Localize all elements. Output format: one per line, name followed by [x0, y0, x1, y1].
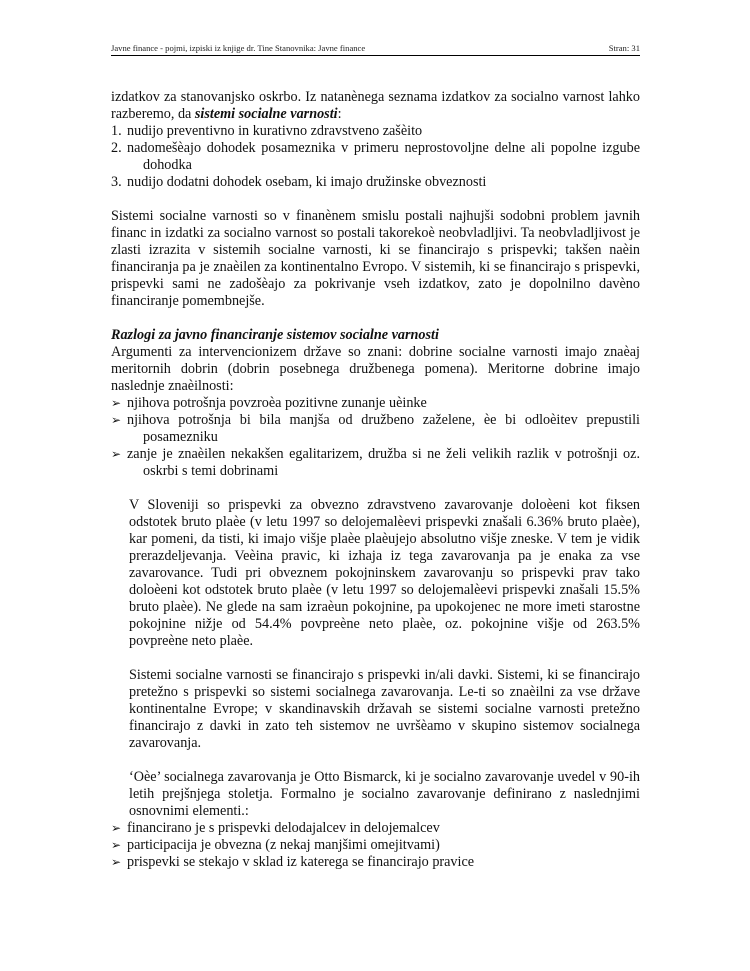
arrow-bullet-icon: ➢: [111, 447, 122, 461]
bullet-list: [111, 820, 640, 871]
paragraph: ‘Oèe’ socialnega zavarovanja je Otto Bismarck, ki je socialno zavarovanje uvedel v 90-ih letih prejšnjega stoletja. Formalno je socialno zavarovanje definirano z naslednjimi osnovnimi elementi.:: [129, 769, 640, 819]
arrow-bullet-icon: ➢: [111, 413, 122, 427]
list-item: ➢ participacija je obvezna (z nekaj manjšimi omejitvami): [111, 837, 440, 853]
page-header: [111, 41, 640, 56]
arrow-bullet-icon: ➢: [111, 396, 122, 410]
arrow-bullet-icon: ➢: [111, 821, 122, 835]
paragraph: Sistemi socialne varnosti so v finanènem smislu postali najhujši sodobni problem javnih financ in izdatki za socialno varnost so postali takorekoè neobvladljivi. Ta neobvladljivost je zlasti izrazita v sistemih socialne varnosti, ki se financirajo s prispevki; takšen naèin financiranja pa je znaèilen za kontinentalno Evropo. V sistemih, ki se financirajo s prispevki, prispevki sami ne zadošèajo za pokrivanje vseh izdatkov, zato je dopolnilno davèno financiranje pomembnejše.: [111, 208, 640, 309]
list-item: ➢ zanje je znaèilen nekakšen egalitarizem, družba si ne želi velikih razlik v potrošnji oz. oskrbi s temi dobrinami: [111, 446, 640, 479]
document-body: [111, 89, 640, 871]
list-item: ➢ prispevki se stekajo v sklad iz katerega se financirajo pravice: [111, 854, 475, 870]
arrow-bullet-icon: ➢: [111, 855, 122, 869]
list-item: 3. nudijo dodatni dohodek osebam, ki imajo družinske obveznosti: [111, 174, 487, 190]
list-item: ➢ financirano je s prispevki delodajalcev in delojemalcev: [111, 820, 440, 836]
paragraph: V Sloveniji so prispevki za obvezno zdravstveno zavarovanje doloèeni kot fiksen odstotek bruto plaèe (v letu 1997 so delojemalèevi prispevki znašali 6.36% bruto plaèe), kar pomeni, da tisti, ki imajo višje plaèe plaèujejo absolutno višje zneske. V tem je vidik prerazdeljevanja. Veèina pravic, ki izhaja iz tega zavarovanja pa je enaka za vse zavarovance. Tudi pri obveznem pokojninskem zavarovanju so prispevki prav tako doloèeni kot odstotek bruto plaèe (v letu 1997 so delojemalèevi prispevki znašali 15.5% bruto plaèe). Ne glede na sam izraèun pokojnine, pa upokojenec ne more imeti starostne pokojnine nižje od 54.4% povpreène neto plaèe, oz. pokojnine višje od 263.5% povpreène neto plaèe.: [129, 497, 640, 649]
header-title: Javne finance - pojmi, izpiski iz knjige dr. Tine Stanovnika: Javne finance: [111, 43, 366, 53]
numbered-list: [111, 123, 640, 191]
arrow-bullet-icon: ➢: [111, 838, 122, 852]
emphasis-term: sistemi socialne varnosti: [194, 106, 338, 122]
paragraph: Argumenti za intervencionizem države so znani: dobrine socialne varnosti imajo znaèaj meritornih dobrin (dobrin posebnega družbenega pomena). Meritorne dobrine imajo naslednje znaèilnosti:: [111, 344, 640, 394]
list-item: ➢ njihova potrošnja bi bila manjša od družbeno zaželene, èe bi odloèitev prepustili posamezniku: [111, 412, 640, 445]
list-item: 2. nadomešèajo dohodek posameznika v primeru neprostovoljne delne ali popolne izgube dohodka: [111, 140, 640, 173]
list-item: 1. nudijo preventivno in kurativno zdravstveno zašèito: [111, 123, 423, 139]
page-number: Stran: 31: [608, 43, 640, 53]
intro-paragraph: izdatkov za stanovanjsko oskrbo. Iz natanènega seznama izdatkov za socialno varnost lahko razberemo, da sistemi socialne varnosti:: [111, 89, 640, 122]
bullet-list: [111, 395, 640, 480]
list-item: ➢ njihova potrošnja povzroèa pozitivne zunanje uèinke: [111, 395, 427, 411]
section-heading: Razlogi za javno financiranje sistemov socialne varnosti: [111, 327, 439, 343]
paragraph: Sistemi socialne varnosti se financirajo s prispevki in/ali davki. Sistemi, ki se financirajo pretežno s prispevki so sistemi socialnega zavarovanja. Le-ti so znaèilni za vse države kontinentalne Evrope; v skandinavskih državah se sistemi socialne varnosti pretežno financirajo z davki in zato teh sistemov ne uvršèamo v skupino sistemov socialnega zavarovanja.: [129, 667, 640, 751]
